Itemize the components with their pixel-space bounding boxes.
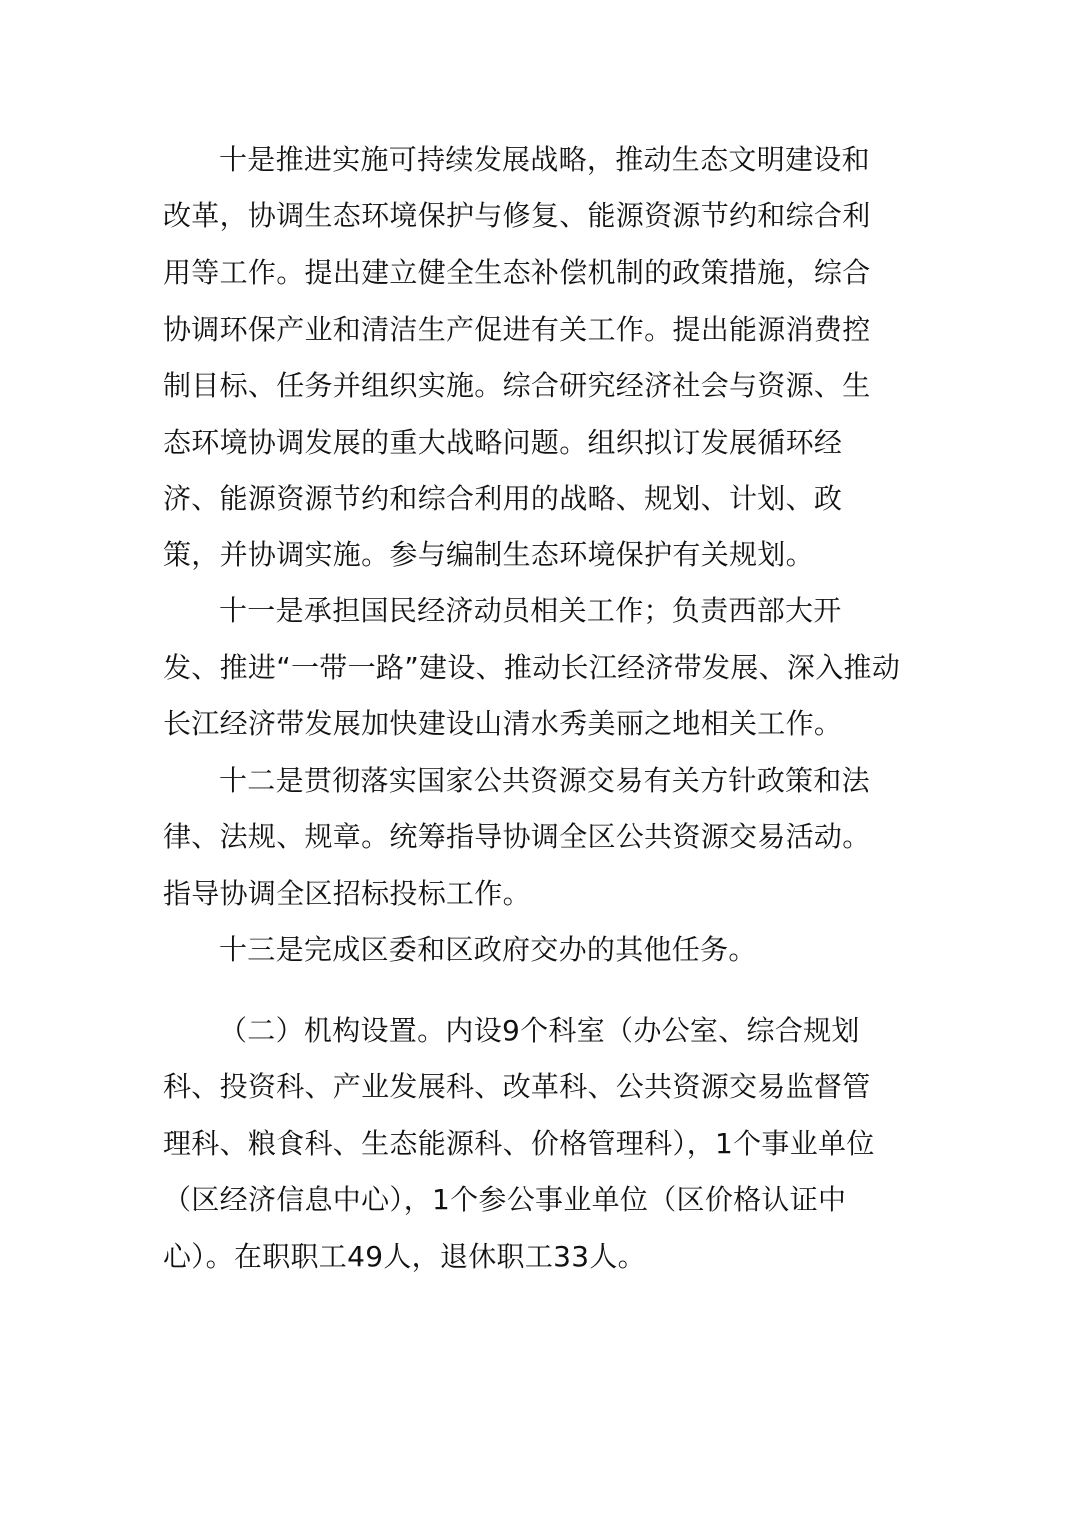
paragraph-ten-line-1: 十是推进实施可持续发展战略，推动生态文明建设和 [219, 143, 870, 176]
paragraph-eleven-line-1: 十一是承担国民经济动员相关工作；负责西部大开 [219, 594, 842, 627]
paragraph-ten-line-5: 制目标、任务并组织实施。综合研究经济社会与资源、生 [163, 369, 871, 402]
section-structure-line-4: （区经济信息中心），1个参公事业单位（区价格认证中 [163, 1183, 847, 1216]
paragraph-twelve-line-2: 律、法规、规章。统筹指导协调全区公共资源交易活动。 [163, 820, 871, 853]
paragraph-eleven-line-2: 发、推进“一带一路”建设、推动长江经济带发展、深入推动 [163, 651, 901, 684]
paragraph-ten-line-7: 济、能源资源节约和综合利用的战略、规划、计划、政 [163, 482, 843, 515]
section-structure-line-3: 理科、粮食科、生态能源科、价格管理科），1个事业单位 [163, 1127, 875, 1160]
paragraph-ten-line-4: 协调环保产业和清洁生产促进有关工作。提出能源消费控 [163, 313, 871, 346]
paragraph-thirteen-line-1: 十三是完成区委和区政府交办的其他任务。 [219, 933, 757, 966]
paragraph-ten-line-2: 改革，协调生态环境保护与修复、能源资源节约和综合利 [163, 199, 871, 232]
paragraph-eleven-line-3: 长江经济带发展加快建设山清水秀美丽之地相关工作。 [163, 707, 843, 740]
paragraph-twelve-line-1: 十二是贯彻落实国家公共资源交易有关方针政策和法 [219, 764, 870, 797]
paragraph-ten-line-6: 态环境协调发展的重大战略问题。组织拟订发展循环经 [163, 426, 843, 459]
paragraph-ten-line-8: 策，并协调实施。参与编制生态环境保护有关规划。 [163, 538, 814, 571]
section-structure-line-5: 心）。在职职工49人，退休职工33人。 [163, 1240, 646, 1273]
section-structure-line-1: （二）机构设置。内设9个科室（办公室、综合规划 [219, 1014, 860, 1047]
paragraph-twelve-line-3: 指导协调全区招标投标工作。 [163, 877, 531, 910]
section-structure-line-2: 科、投资科、产业发展科、改革科、公共资源交易监督管 [163, 1070, 871, 1103]
paragraph-ten-line-3: 用等工作。提出建立健全生态补偿机制的政策措施，综合 [163, 256, 871, 289]
